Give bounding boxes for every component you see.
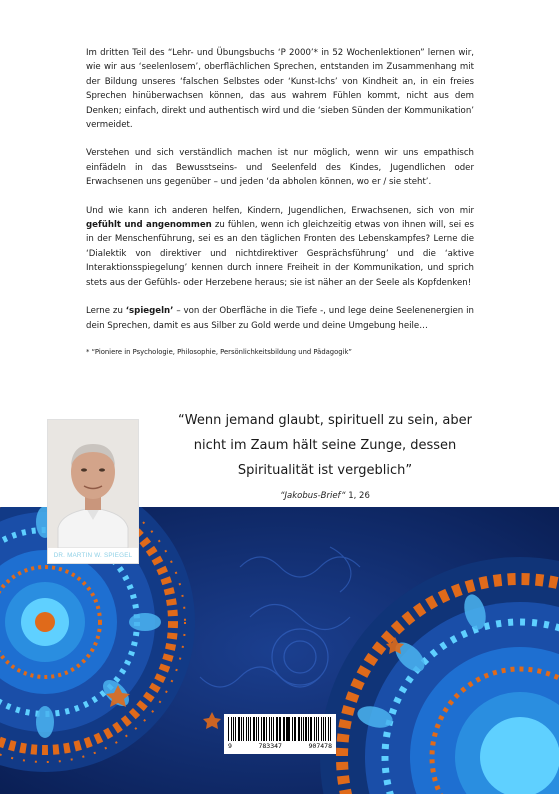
barcode-bar [323,717,324,741]
barcode-bar [283,717,285,741]
barcode-bars [228,717,332,741]
barcode-bar [330,717,331,741]
barcode-bar [253,717,255,741]
barcode-bar [276,717,278,741]
isbn-barcode [224,714,336,754]
author-name: DR. MARTIN W. SPIEGEL [53,552,133,559]
quote-block [170,408,480,501]
quote-source-ref: 1, 26 [345,491,370,501]
paragraph-mirror-bold: ‘spiegeln’ [125,306,174,317]
barcode-bar [271,717,273,741]
barcode-bar [248,717,249,741]
barcode-bar [295,717,296,741]
barcode-digits-left: 783347 [258,742,282,750]
barcode-bar [243,717,244,741]
barcode-bar [238,717,240,741]
barcode-bar [310,717,312,741]
barcode-bar [279,717,280,741]
paragraph-help-part2: zu fühlen, wenn ich gleichzeitig etwas von ihnen will, sei es in der Menschenführung, sei es an den täglichen Fronten des Lebenskampfes? Lerne die ‘Dialektik von direktiver und nichtdirektiver Gesprächsführung’ und die ‘aktive Interaktionsspiegelung’ kennen durch innere Freiheit in der Kommunikation, und sprich stets aus der Gefühls- oder Herzebene heraus; sie ist näher an der Seele als Kopfdenken! [86,220,474,288]
barcode-bar [266,717,267,741]
barcode-bar [308,717,309,741]
paragraph-mirror-part1: Lerne zu [86,306,126,317]
barcode-bar [231,717,232,741]
paragraph-help [86,204,474,290]
quote-line-2: nicht im Zaum hält seine Zunge, dessen [193,438,457,453]
paragraph-mirror-part2: – von der Oberfläche in die Tiefe -, und lege deine Seelenenergien in dein Sprechen, damit es aus Silber zu Gold werde und deine Umgebung heile… [86,306,474,331]
barcode-bar [250,717,251,741]
barcode-bar [261,717,262,741]
barcode-bar [246,717,248,741]
quote-source [170,491,480,501]
barcode-bar [305,717,307,741]
barcode-bar [292,717,293,741]
barcode-bar [273,717,274,741]
paragraph-help-bold: gefühlt und angenommen [86,220,212,231]
barcode-bar [263,717,265,741]
quote-line-1: “Wenn jemand glaubt, spirituell zu sein, aber [178,413,472,428]
footnote: * “Pioniere in Psychologie, Philosophie, Persönlichkeitsbildung und Pädagogik” [86,347,352,356]
barcode-digits-right: 907478 [308,742,332,750]
barcode-digits [228,742,332,750]
paragraph-mirror [86,304,474,333]
barcode-bar [256,717,258,741]
barcode-bar [241,717,242,741]
barcode-digit-lead: 9 [228,742,232,750]
barcode-bar [294,717,295,741]
barcode-bar [269,717,270,741]
barcode-bar [314,717,315,741]
barcode-bar [280,717,281,741]
barcode-bar [325,717,327,741]
barcode-bar [298,717,300,741]
barcode-bar [316,717,317,741]
barcode-bar [228,717,229,741]
quote-source-name: “Jakobus-Brief“ [280,491,346,501]
author-photo [47,419,139,564]
barcode-bar [328,717,329,741]
barcode-bar [233,717,235,741]
back-cover-text [86,46,474,357]
quote-line-3: Spiritualität ist vergeblich” [237,463,413,478]
barcode-bar [258,717,259,741]
barcode-bar [321,717,322,741]
barcode-bar [287,717,289,741]
barcode-bar [303,717,304,741]
paragraph-intro: Im dritten Teil des “Lehr- und Übungsbuchs ‘P 2000’* in 52 Wochenlektionen” lernen wir, wie wir aus ‘seelenlosem’, oberflächlichen Sprechen, entstanden im Zusammenhang mit der Bildung unseres ‘falschen Selbstes oder ‘Kunst-Ichs’ von Kindheit an, in ein freies Sprechen hinüberwachsen können, das aus wahrem Fühlen kommt, nicht aus dem Denken; einfach, direkt und authentisch wird und die ‘sieben Sünden der Kommunikation’ vermeidet. [86,48,474,131]
barcode-bar [286,717,287,741]
barcode-bar [235,717,236,741]
author-portrait [48,420,138,548]
barcode-bar [301,717,302,741]
paragraph-empathy: Verstehen und sich verständlich machen ist nur möglich, wenn wir uns empathisch einfädeln in das Bewusstseins- und Seelenfeld des Kindes, Jugendlichen oder Erwachsenen uns gegenüber – und jeden ‘da abholen können, wo er / sie steht’. [86,148,474,188]
barcode-bar [318,717,320,741]
paragraph-help-part1: Und wie kann ich anderen helfen, Kindern, Jugendlichen, Erwachsenen, sich von mir [86,205,474,216]
